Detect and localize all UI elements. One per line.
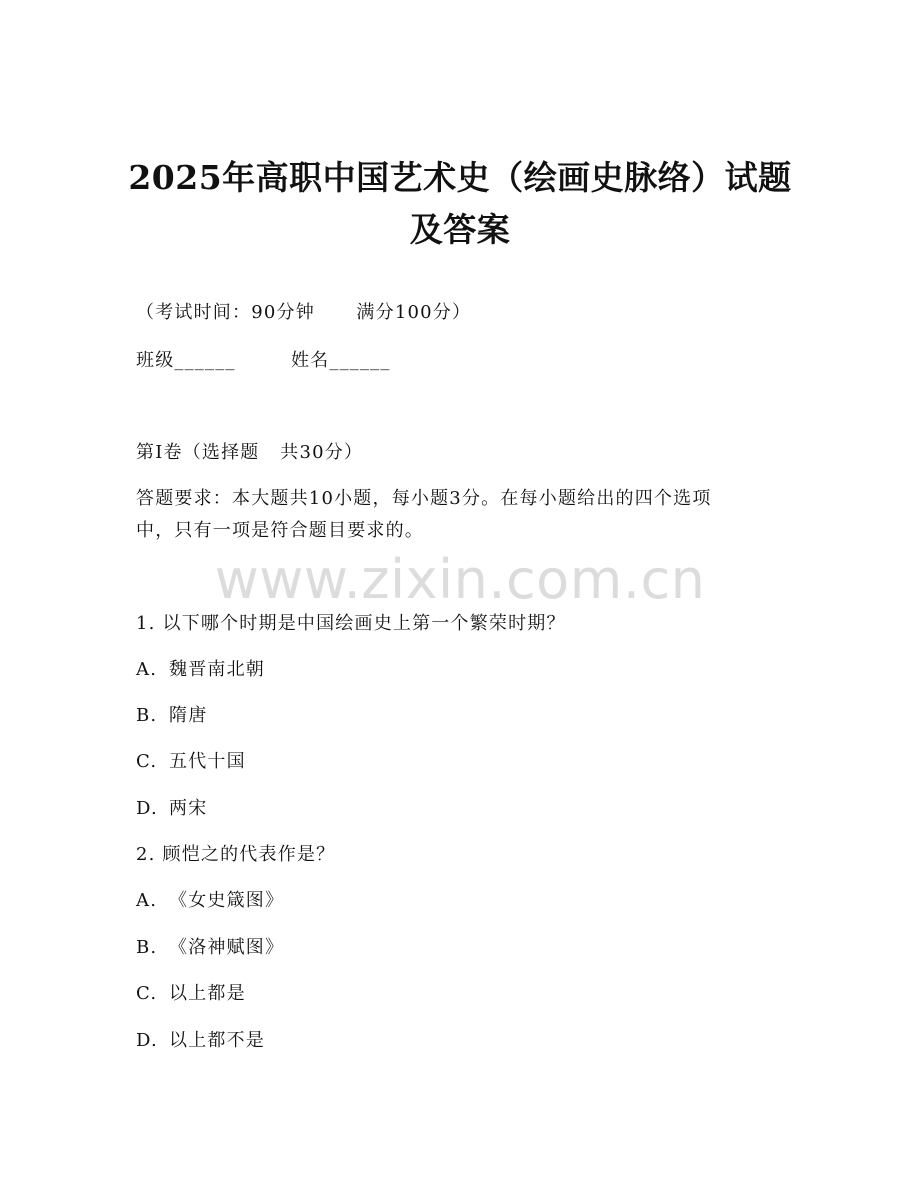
question-2-option-b [136, 936, 284, 960]
option-label: C. [136, 751, 158, 772]
option-label: B. [136, 705, 158, 726]
option-label: B. [136, 937, 158, 958]
question-1-option-b [136, 704, 207, 728]
option-label: C. [136, 983, 158, 1004]
option-text: 五代十国 [169, 751, 246, 772]
question-1-option-a [136, 658, 265, 682]
option-text: 两宋 [169, 798, 208, 819]
document-title-line-1: 2025年高职中国艺术史（绘画史脉络）试题 [128, 158, 792, 197]
option-text: 《女史箴图》 [169, 890, 285, 911]
class-name-fields: 班级______ 姓名______ [136, 350, 391, 371]
option-text: 以上都是 [169, 983, 246, 1004]
option-text: 《洛神赋图》 [169, 937, 285, 958]
question-1-option-d [136, 797, 207, 821]
instructions-line-2: 中，只有一项是符合题目要求的。 [136, 520, 424, 541]
question-2-option-d [136, 1029, 265, 1053]
question-2-option-a [136, 889, 284, 913]
exam-info: （考试时间：90分钟 满分100分） [136, 302, 472, 323]
option-label: D. [136, 798, 158, 819]
watermark: www.zixin.com.cn [214, 548, 706, 611]
document-title-line-2: 及答案 [409, 210, 511, 249]
option-text: 隋唐 [169, 705, 208, 726]
section-header: 第I卷（选择题 共30分） [136, 442, 364, 463]
option-label: D. [136, 1030, 158, 1051]
option-text: 魏晋南北朝 [169, 659, 265, 680]
question-1-stem: 1. 以下哪个时期是中国绘画史上第一个繁荣时期？ [136, 613, 566, 634]
question-2-stem: 2. 顾恺之的代表作是？ [136, 844, 336, 865]
instructions-line-1: 答题要求：本大题共10小题，每小题3分。在每小题给出的四个选项 [136, 488, 712, 509]
option-text: 以上都不是 [169, 1030, 265, 1051]
option-label: A. [136, 659, 158, 680]
question-2-option-c [136, 982, 246, 1006]
option-label: A. [136, 890, 158, 911]
question-1-option-c [136, 750, 246, 774]
